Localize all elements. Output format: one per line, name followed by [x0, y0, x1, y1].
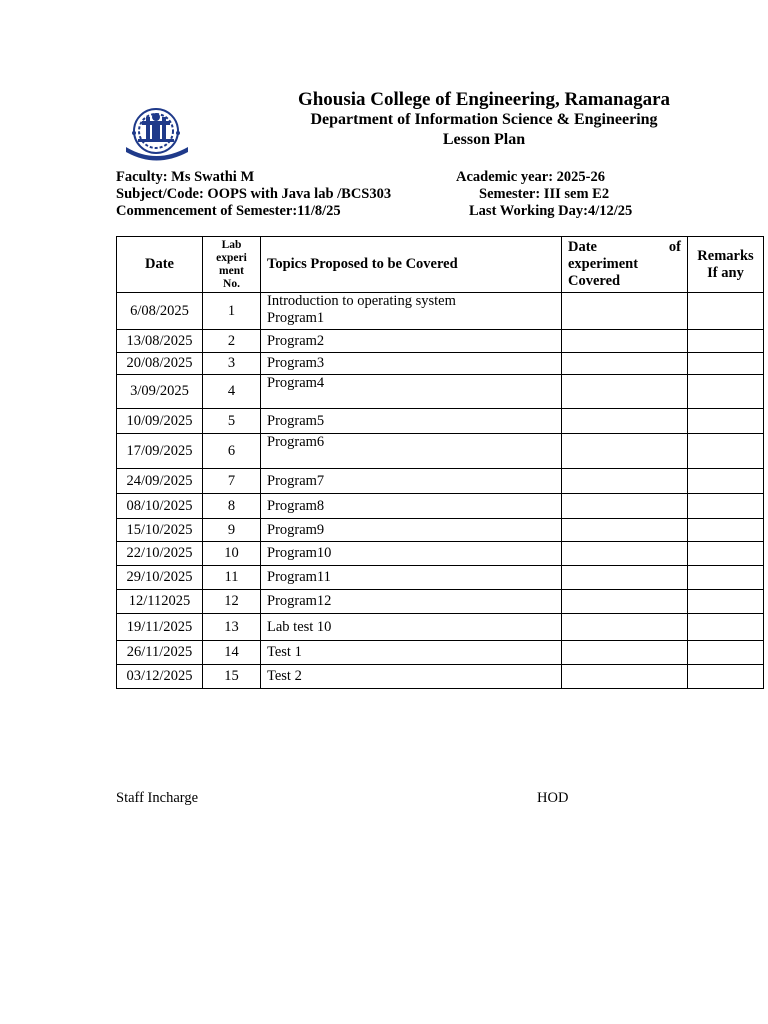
row-date: 19/11/2025	[117, 614, 203, 641]
table-row	[117, 519, 764, 542]
row-remarks	[688, 469, 764, 494]
row-topic: Test 1	[261, 641, 562, 665]
row-topic: Program7	[261, 469, 562, 494]
college-name: Ghousia College of Engineering, Ramanagara	[297, 89, 671, 110]
row-lab-no: 2	[203, 330, 261, 353]
row-lab-no: 5	[203, 409, 261, 434]
row-lab-no: 12	[203, 590, 261, 614]
row-lab-no: 1	[203, 293, 261, 330]
row-remarks	[688, 353, 764, 375]
table-row	[117, 566, 764, 590]
row-topic: Program6	[261, 434, 562, 469]
table-header-row	[117, 237, 764, 293]
table-row	[117, 293, 764, 330]
row-date: 10/09/2025	[117, 409, 203, 434]
document-title: Lesson Plan	[442, 131, 526, 148]
lesson-plan-table	[116, 236, 764, 689]
row-remarks	[688, 293, 764, 330]
row-date: 6/08/2025	[117, 293, 203, 330]
row-covered	[562, 590, 688, 614]
row-remarks	[688, 494, 764, 519]
row-topic: Program12	[261, 590, 562, 614]
row-covered	[562, 375, 688, 409]
row-remarks	[688, 641, 764, 665]
row-lab-no: 8	[203, 494, 261, 519]
row-topic: Lab test 10	[261, 614, 562, 641]
row-date: 03/12/2025	[117, 665, 203, 689]
row-date: 22/10/2025	[117, 542, 203, 566]
row-covered	[562, 330, 688, 353]
row-lab-no: 15	[203, 665, 261, 689]
row-covered	[562, 542, 688, 566]
table-row	[117, 409, 764, 434]
academic-year-label: Academic year: 2025-26	[456, 169, 605, 185]
row-topic: Test 2	[261, 665, 562, 689]
header-topics: Topics Proposed to be Covered	[261, 237, 562, 293]
semester-label: Semester: III sem E2	[479, 186, 610, 202]
row-date: 20/08/2025	[117, 353, 203, 375]
row-topic: Program2	[261, 330, 562, 353]
row-lab-no: 11	[203, 566, 261, 590]
college-emblem-logo	[122, 103, 194, 165]
row-covered	[562, 614, 688, 641]
row-lab-no: 9	[203, 519, 261, 542]
row-covered	[562, 469, 688, 494]
header-lab-experiment-no: Lab experi ment No.	[203, 237, 261, 293]
row-date: 15/10/2025	[117, 519, 203, 542]
row-covered	[562, 494, 688, 519]
table-row	[117, 590, 764, 614]
row-covered	[562, 353, 688, 375]
table-row	[117, 641, 764, 665]
row-covered	[562, 566, 688, 590]
subject-code-label: Subject/Code: OOPS with Java lab /BCS303	[116, 186, 392, 202]
row-date: 13/08/2025	[117, 330, 203, 353]
row-date: 12/112025	[117, 590, 203, 614]
row-lab-no: 4	[203, 375, 261, 409]
row-topic: Program11	[261, 566, 562, 590]
row-covered	[562, 409, 688, 434]
last-working-day-label: Last Working Day:4/12/25	[469, 203, 633, 219]
staff-incharge-signature-label: Staff Incharge	[116, 790, 199, 806]
row-lab-no: 14	[203, 641, 261, 665]
commencement-label: Commencement of Semester:11/8/25	[116, 203, 341, 219]
header-date: Date	[117, 237, 203, 293]
row-remarks	[688, 542, 764, 566]
row-topic: Program8	[261, 494, 562, 519]
table-row	[117, 469, 764, 494]
header-remarks: Remarks If any	[688, 237, 764, 293]
hod-signature-label: HOD	[537, 790, 569, 806]
header-date-covered: Date of experiment Covered	[562, 237, 688, 293]
row-remarks	[688, 375, 764, 409]
row-lab-no: 6	[203, 434, 261, 469]
row-covered	[562, 519, 688, 542]
table-row	[117, 375, 764, 409]
row-date: 26/11/2025	[117, 641, 203, 665]
row-remarks	[688, 330, 764, 353]
row-remarks	[688, 566, 764, 590]
row-topic: Program4	[261, 375, 562, 409]
faculty-label: Faculty: Ms Swathi M	[116, 169, 255, 185]
row-date: 17/09/2025	[117, 434, 203, 469]
row-date: 3/09/2025	[117, 375, 203, 409]
row-lab-no: 13	[203, 614, 261, 641]
row-date: 08/10/2025	[117, 494, 203, 519]
row-lab-no: 10	[203, 542, 261, 566]
table-row	[117, 434, 764, 469]
row-date: 24/09/2025	[117, 469, 203, 494]
table-row	[117, 494, 764, 519]
row-topic: Program5	[261, 409, 562, 434]
table-row	[117, 614, 764, 641]
row-remarks	[688, 614, 764, 641]
table-row	[117, 353, 764, 375]
row-remarks	[688, 665, 764, 689]
row-topic: Program10	[261, 542, 562, 566]
row-remarks	[688, 409, 764, 434]
row-remarks	[688, 434, 764, 469]
row-covered	[562, 665, 688, 689]
table-row	[117, 330, 764, 353]
row-topic: Program3	[261, 353, 562, 375]
row-topic: Introduction to operating system Program1	[261, 293, 562, 330]
row-date: 29/10/2025	[117, 566, 203, 590]
row-covered	[562, 641, 688, 665]
row-topic: Program9	[261, 519, 562, 542]
department-name: Department of Information Science & Engineering	[310, 111, 658, 128]
row-covered	[562, 293, 688, 330]
row-remarks	[688, 590, 764, 614]
row-covered	[562, 434, 688, 469]
row-lab-no: 7	[203, 469, 261, 494]
row-lab-no: 3	[203, 353, 261, 375]
table-row	[117, 542, 764, 566]
table-row	[117, 665, 764, 689]
row-remarks	[688, 519, 764, 542]
